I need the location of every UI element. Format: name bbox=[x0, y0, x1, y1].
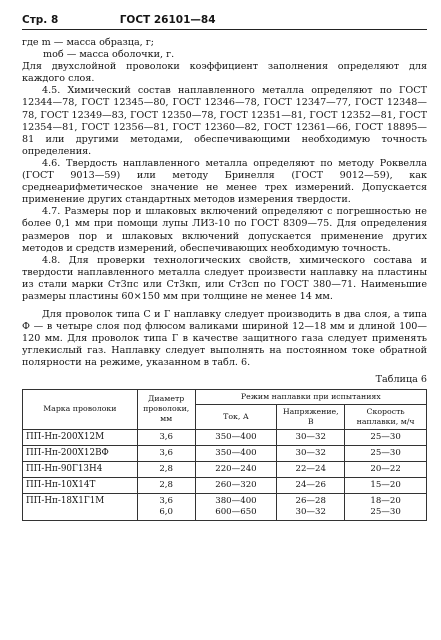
header-voltage: Напряжение, В bbox=[277, 404, 345, 429]
table-row bbox=[23, 493, 427, 520]
paragraph-wire-types: Для проволок типа С и Г наплавку следует производить в два слоя, а типа Ф — в четыре слоя под флюсом валиками шириной 12—18 мм и длиной 100—120 мм. Для проволок типа Г в качестве защитного газа следует применять углекислый газ. Наплавку следует выполнять на постоянном токе обратной полярности на режиме, указанном в табл. 6. bbox=[22, 309, 427, 369]
cell-diameter: 3,6 bbox=[137, 445, 195, 461]
document-page bbox=[22, 14, 427, 521]
cell-brand: ПП-Нп-90Г13Н4 bbox=[23, 461, 138, 477]
cell-brand: ПП-Нп-18Х1Г1М bbox=[23, 493, 138, 520]
cell-speed: 15—20 bbox=[345, 477, 427, 493]
header-brand: Марка проволоки bbox=[23, 389, 138, 429]
cell-current: 220—240 bbox=[195, 461, 277, 477]
standard-code: ГОСТ 26101—84 bbox=[119, 14, 216, 26]
cell-diameter: 2,8 bbox=[137, 461, 195, 477]
paragraph-4-8: 4.8. Для проверки технологических свойств, химического состава и твердости наплавленного металла следует произвести наплавку на пластины из стали марки Ст3пс или Ст3кп, или Ст3сп по ГОСТ 380—71. Наименьшие размеры пластины 60×150 мм при толщине не менее 14 мм. bbox=[22, 254, 427, 302]
table-caption: Таблица 6 bbox=[375, 373, 427, 385]
header-speed: Скорость наплавки, м/ч bbox=[345, 404, 427, 429]
cell-brand: ПП-Нп-10Х14Т bbox=[23, 477, 138, 493]
cell-current: 350—400 bbox=[195, 429, 277, 445]
cell-brand: ПП-Нп-200Х12М bbox=[23, 429, 138, 445]
cell-diameter: 3,6 bbox=[137, 429, 195, 445]
cell-voltage: 30—32 bbox=[277, 445, 345, 461]
table-row bbox=[23, 461, 427, 477]
cell-current: 380—400 600—650 bbox=[195, 493, 277, 520]
cell-speed: 25—30 bbox=[345, 429, 427, 445]
formula-legend-m: где m — масса образца, г; bbox=[22, 37, 155, 48]
cell-voltage: 30—32 bbox=[277, 429, 345, 445]
cell-voltage: 22—24 bbox=[277, 461, 345, 477]
cell-voltage: 24—26 bbox=[277, 477, 345, 493]
table-row bbox=[23, 477, 427, 493]
paragraph-two-layer: Для двухслойной проволоки коэффициент заполнения определяют для каждого слоя. bbox=[22, 61, 427, 85]
cell-speed: 20—22 bbox=[345, 461, 427, 477]
header-current: Ток, А bbox=[195, 404, 277, 429]
page-number: Стр. 8 bbox=[22, 14, 59, 26]
page-header bbox=[22, 14, 427, 28]
table-row bbox=[23, 429, 427, 445]
cell-voltage: 26—28 30—32 bbox=[277, 493, 345, 520]
body-text bbox=[22, 37, 427, 521]
header-mode-group: Режим наплавки при испытаниях bbox=[195, 389, 426, 404]
header-rule bbox=[22, 29, 427, 30]
paragraph-4-5: 4.5. Химический состав наплавленного металла определяют по ГОСТ 12344—78, ГОСТ 12345—80, ГОСТ 12346—78, ГОСТ 12347—77, ГОСТ 12348—78, ГОСТ 12349—83, ГОСТ 12350—78, ГОСТ 12351—81, ГОСТ 12352—81, ГОСТ 12354—81, ГОСТ 12356—81, ГОСТ 12360—82, ГОСТ 12361—66, ГОСТ 18895—81 или другими методами, обеспечивающими необходимую точность определения. bbox=[22, 85, 427, 157]
cell-diameter: 3,6 6,0 bbox=[137, 493, 195, 520]
paragraph-4-7: 4.7. Размеры пор и шлаковых включений определяют с погрешностью не более 0,1 мм при помощи лупы ЛИЗ-10 по ГОСТ 8309—75. Для определения размеров пор и шлаковых включений допускается применение других методов и средств измерений, обеспечивающих необходимую точность. bbox=[22, 206, 427, 254]
cell-speed: 25—30 bbox=[345, 445, 427, 461]
welding-mode-table bbox=[22, 389, 427, 521]
cell-diameter: 2,8 bbox=[137, 477, 195, 493]
cell-brand: ПП-Нп-200Х12ВФ bbox=[23, 445, 138, 461]
header-diameter: Диаметр проволоки, мм bbox=[137, 389, 195, 429]
paragraph-4-6: 4.6. Твердость наплавленного металла определяют по методу Роквелла (ГОСТ 9013—59) или методу Бринелля (ГОСТ 9012—59), как среднеарифметическое значение не менее трех измерений. Допускается применение других стандартных методов измерения твердости. bbox=[22, 157, 427, 206]
cell-current: 260—320 bbox=[195, 477, 277, 493]
formula-legend-mob: mоб — масса оболочки, г. bbox=[43, 49, 175, 61]
cell-speed: 18—20 25—30 bbox=[345, 493, 427, 520]
table-row bbox=[23, 445, 427, 461]
cell-current: 350—400 bbox=[195, 445, 277, 461]
